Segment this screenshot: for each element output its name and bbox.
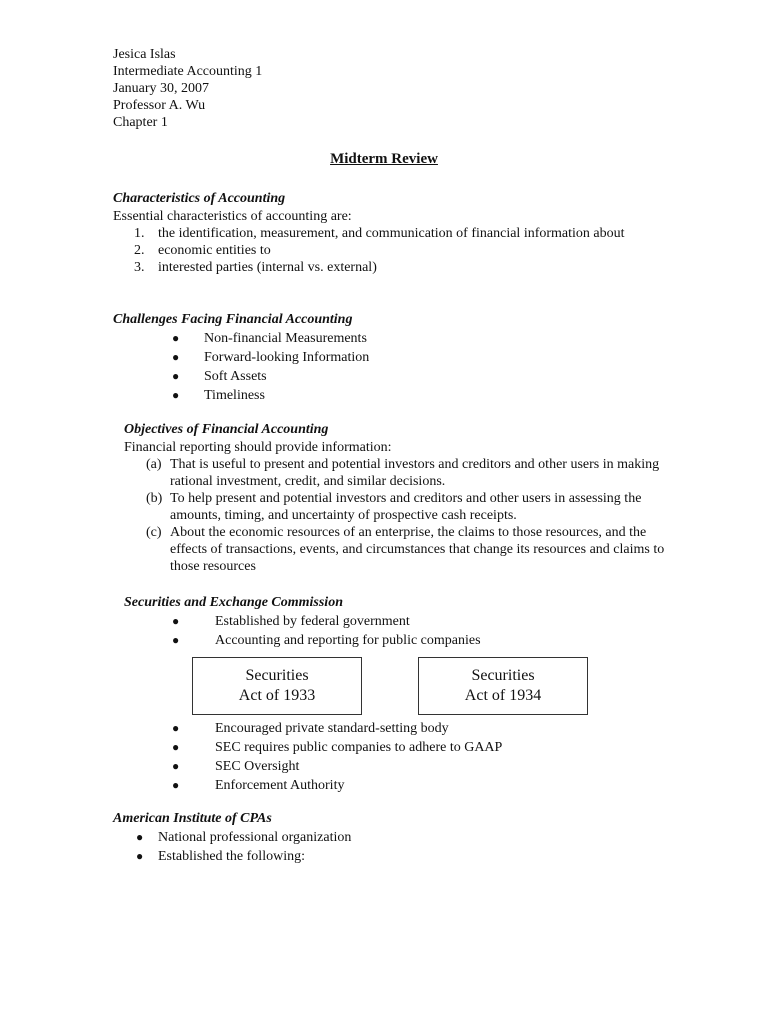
- list-item-text: interested parties (internal vs. external): [158, 260, 377, 275]
- list-item: [136, 829, 351, 848]
- aicpa-list: [136, 829, 351, 867]
- challenges-heading: Challenges Facing Financial Accounting: [113, 312, 353, 327]
- characteristics-list: [134, 225, 634, 276]
- list-item: [172, 777, 502, 796]
- bullet-icon: ●: [172, 759, 180, 773]
- box-line: Securities: [245, 667, 309, 684]
- bullet-icon: ●: [172, 388, 180, 402]
- list-item-text: Established by federal government: [215, 614, 410, 629]
- list-item-text: Forward-looking Information: [204, 350, 370, 365]
- box-line: Securities: [471, 667, 535, 684]
- characteristics-heading: Characteristics of Accounting: [113, 191, 286, 206]
- bullet-icon: ●: [172, 369, 180, 383]
- list-item-text: SEC requires public companies to adhere to GAAP: [215, 740, 503, 755]
- box-line: Act of 1934: [464, 687, 542, 704]
- list-item-text: Soft Assets: [204, 369, 267, 384]
- list-item-text: economic entities to: [158, 243, 271, 258]
- bullet-icon: ●: [172, 614, 180, 628]
- list-item: [134, 242, 634, 259]
- chapter-label: Chapter 1: [113, 115, 168, 130]
- bullet-icon: ●: [136, 830, 144, 844]
- bullet-icon: ●: [172, 350, 180, 364]
- list-item-text: SEC Oversight: [215, 759, 300, 774]
- list-item: [134, 225, 634, 242]
- bullet-icon: ●: [172, 633, 180, 647]
- list-number: 1.: [134, 226, 145, 241]
- list-number: (b): [146, 491, 163, 506]
- objectives-list: [146, 456, 666, 575]
- list-item-text: Encouraged private standard-setting body: [215, 721, 449, 736]
- list-item: [136, 848, 351, 867]
- bullet-icon: ●: [172, 331, 180, 345]
- objectives-heading: Objectives of Financial Accounting: [124, 422, 329, 437]
- list-item-text: Enforcement Authority: [215, 778, 345, 793]
- list-item: [172, 349, 369, 368]
- sec-list-bottom: [172, 720, 502, 796]
- list-number: 3.: [134, 260, 145, 275]
- bullet-icon: ●: [172, 778, 180, 792]
- list-item: [172, 632, 481, 651]
- objectives-intro: Financial reporting should provide information:: [124, 440, 392, 455]
- list-item: [146, 490, 666, 524]
- list-item-text: National professional organization: [158, 830, 352, 845]
- box-line: Act of 1933: [238, 687, 316, 704]
- bullet-icon: ●: [136, 849, 144, 863]
- list-item: [172, 387, 369, 406]
- bullet-icon: ●: [172, 721, 180, 735]
- list-item: [172, 758, 502, 777]
- student-name: Jesica Islas: [113, 47, 176, 62]
- list-item-text: Accounting and reporting for public companies: [215, 633, 481, 648]
- professor-name: Professor A. Wu: [113, 98, 206, 113]
- course-name: Intermediate Accounting 1: [113, 64, 263, 79]
- list-number: 2.: [134, 243, 145, 258]
- list-item: [146, 524, 666, 575]
- list-item: [172, 739, 502, 758]
- document-header: [113, 46, 262, 131]
- list-item: [172, 720, 502, 739]
- list-item-text: Established the following:: [158, 849, 305, 864]
- document-date: January 30, 2007: [113, 81, 210, 96]
- sec-list-top: [172, 613, 481, 651]
- securities-act-1933-box: [192, 657, 362, 715]
- list-item-text: About the economic resources of an enterprise, the claims to those resources, and the effects of transactions, events, and circumstances that change its resources and claims to those resources: [170, 525, 665, 574]
- list-item: [172, 613, 481, 632]
- list-item: [172, 368, 369, 387]
- list-item-text: the identification, measurement, and communication of financial information about: [158, 226, 625, 241]
- list-item-text: To help present and potential investors and creditors and other users in assessing the amounts, timing, and uncertainty of prospective cash receipts.: [170, 491, 642, 523]
- page-title: Midterm Review: [330, 151, 438, 167]
- list-item-text: Timeliness: [204, 388, 265, 403]
- securities-act-1934-box: [418, 657, 588, 715]
- list-item: [172, 330, 369, 349]
- challenges-list: [172, 330, 369, 406]
- sec-heading: Securities and Exchange Commission: [124, 595, 343, 610]
- list-number: (c): [146, 525, 162, 540]
- list-item-text: That is useful to present and potential investors and creditors and other users in making rational investment, credit, and similar decisions.: [170, 457, 660, 489]
- list-item: [134, 259, 634, 276]
- bullet-icon: ●: [172, 740, 180, 754]
- list-number: (a): [146, 457, 162, 472]
- list-item-text: Non-financial Measurements: [204, 331, 367, 346]
- list-item: [146, 456, 666, 490]
- aicpa-heading: American Institute of CPAs: [113, 811, 272, 826]
- characteristics-intro: Essential characteristics of accounting are:: [113, 209, 352, 224]
